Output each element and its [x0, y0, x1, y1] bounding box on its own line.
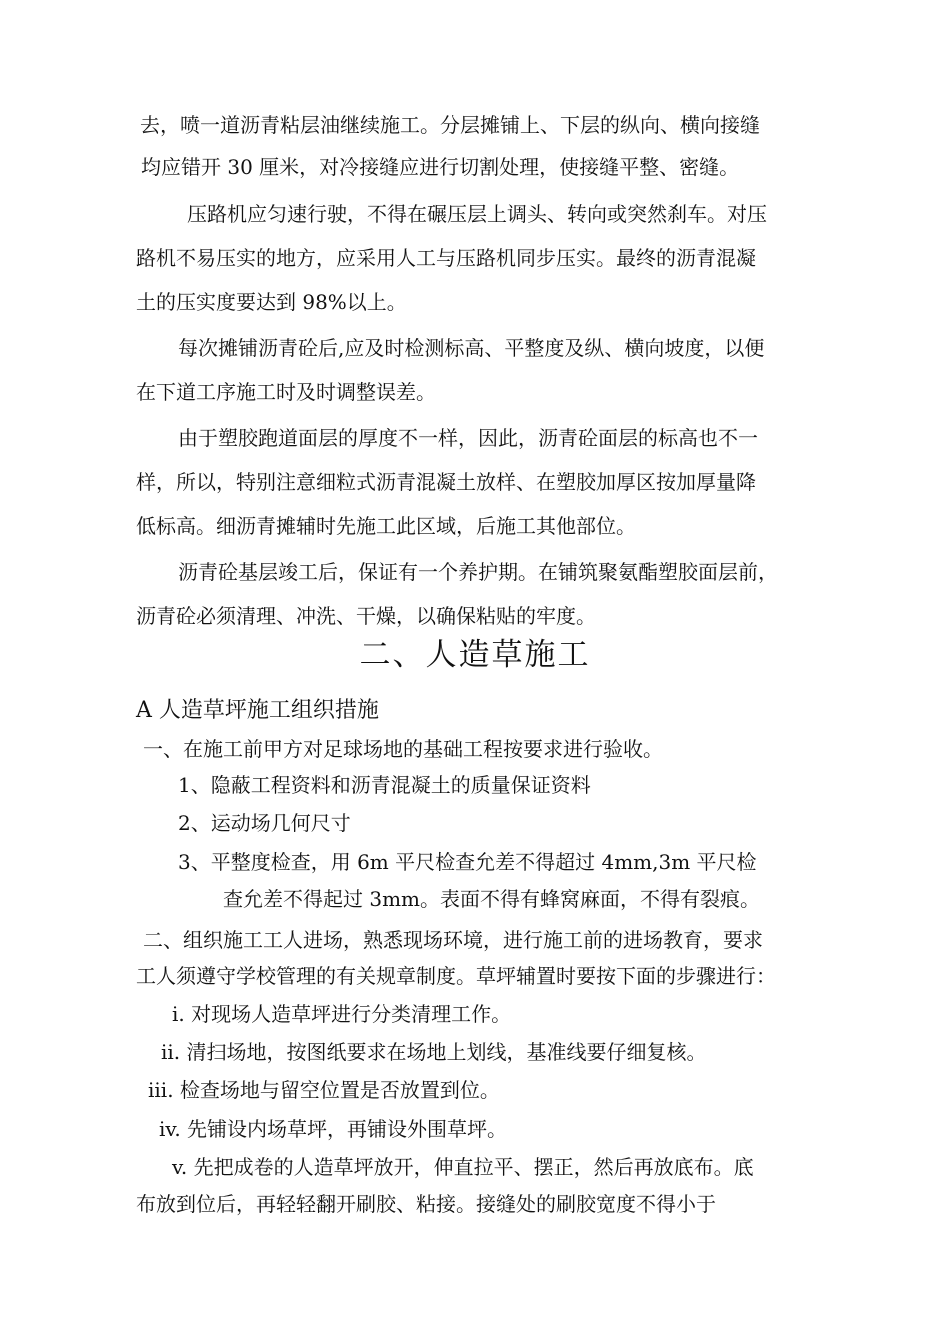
list-item: v. 先把成卷的人造草坪放开，伸直拉平、摆正，然后再放底布。底: [172, 1155, 754, 1179]
paragraph-line: 去，喷一道沥青粘层油继续施工。分层摊铺上、下层的纵向、横向接缝: [140, 113, 760, 137]
paragraph-line: 二、组织施工工人进场，熟悉现场环境，进行施工前的进场教育，要求: [143, 928, 763, 952]
list-item: i. 对现场人造草坪进行分类清理工作。: [172, 1002, 512, 1026]
paragraph-line: 路机不易压实的地方，应采用人工与压路机同步压实。最终的沥青混凝: [136, 246, 756, 270]
paragraph-line: 压路机应匀速行驶，不得在碾压层上调头、转向或突然刹车。对压: [187, 202, 767, 226]
list-item: iii. 检查场地与留空位置是否放置到位。: [148, 1078, 500, 1102]
paragraph-line: 工人须遵守学校管理的有关规章制度。草坪辅置时要按下面的步骤进行：: [136, 964, 776, 988]
section-heading: 二、人造草施工: [359, 637, 591, 673]
list-item: 2、运动场几何尺寸: [178, 811, 351, 835]
list-item: 3、平整度检查，用 6m 平尺检查允差不得超过 4mm,3m 平尺检: [178, 850, 757, 874]
list-item-continuation: 布放到位后，再轻轻翻开刷胶、粘接。接缝处的刷胶宽度不得小于: [136, 1192, 716, 1216]
paragraph-line: 样，所以，特别注意细粒式沥青混凝土放样、在塑胶加厚区按加厚量降: [136, 470, 756, 494]
list-item: ii. 清扫场地，按图纸要求在场地上划线，基准线要仔细复核。: [161, 1040, 707, 1064]
list-item-continuation: 查允差不得起过 3mm。表面不得有蜂窝麻面，不得有裂痕。: [223, 887, 761, 911]
paragraph-line: 每次摊铺沥青砼后,应及时检测标高、平整度及纵、横向坡度，以便: [178, 336, 765, 360]
paragraph-line: 低标高。细沥青摊辅时先施工此区域，后施工其他部位。: [136, 514, 636, 538]
paragraph-line: 在下道工序施工时及时调整误差。: [136, 380, 436, 404]
paragraph-line: 沥青砼必须清理、冲洗、干燥，以确保粘贴的牢度。: [136, 604, 596, 628]
list-item: 1、隐蔽工程资料和沥青混凝土的质量保证资料: [178, 773, 591, 797]
list-item: iv. 先铺设内场草坪，再铺设外围草坪。: [159, 1117, 508, 1141]
paragraph-line: 土的压实度要达到 98%以上。: [136, 290, 407, 314]
paragraph-line: 沥青砼基层竣工后，保证有一个养护期。在铺筑聚氨酯塑胶面层前，: [178, 560, 778, 584]
paragraph-line: 由于塑胶跑道面层的厚度不一样，因此，沥青砼面层的标高也不一: [178, 426, 758, 450]
subsection-heading: A 人造草坪施工组织措施: [136, 698, 379, 723]
paragraph-line: 均应错开 30 厘米，对冷接缝应进行切割处理，使接缝平整、密缝。: [141, 155, 740, 179]
paragraph-line: 一、在施工前甲方对足球场地的基础工程按要求进行验收。: [143, 737, 663, 761]
